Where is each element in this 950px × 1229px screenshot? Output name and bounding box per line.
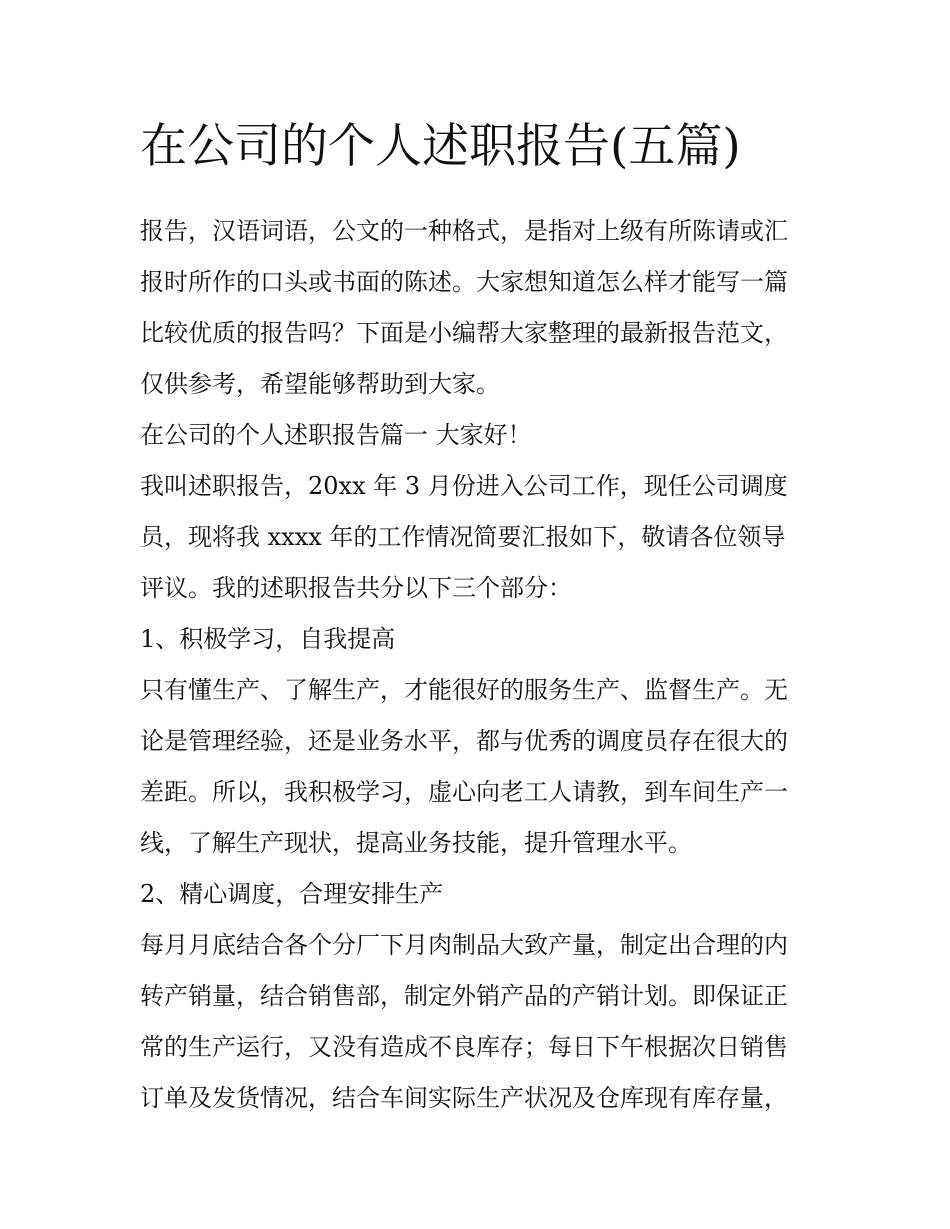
text-line-1: 报告，汉语词语，公文的一种格式，是指对上级有所陈请或汇 <box>140 217 788 245</box>
text-line-8: 评议。我的述职报告共分以下三个部分： <box>140 574 572 602</box>
text-line-11: 论是管理经验，还是业务水平，都与优秀的调度员存在很大的 <box>140 727 788 755</box>
subheading-2: 2、精心调度，合理安排生产 <box>140 880 444 908</box>
text-line-18: 订单及发货情况，结合车间实际生产状况及仓库现有库存量， <box>140 1084 788 1112</box>
text-line-7: 员，现将我 xxxx 年的工作情况简要汇报如下，敬请各位领导 <box>140 523 786 551</box>
text-line-17: 常的生产运行，又没有造成不良库存；每日下午根据次日销售 <box>140 1033 788 1061</box>
text-line-12: 差距。所以，我积极学习，虚心向老工人请教，到车间生产一 <box>140 778 788 806</box>
text-line-16: 转产销量，结合销售部，制定外销产品的产销计划。即保证正 <box>140 982 788 1010</box>
document-text <box>140 206 812 1124</box>
text-line-4: 仅供参考，希望能够帮助到大家。 <box>140 370 500 398</box>
text-line-3: 比较优质的报告吗？下面是小编帮大家整理的最新报告范文， <box>140 319 788 347</box>
section-heading-greeting: 在公司的个人述职报告篇一 大家好！ <box>140 421 532 449</box>
text-line-13: 线，了解生产现状，提高业务技能，提升管理水平。 <box>140 829 692 857</box>
text-line-2: 报时所作的口头或书面的陈述。大家想知道怎么样才能写一篇 <box>140 268 788 296</box>
text-line-6: 我叫述职报告，20xx 年 3 月份进入公司工作，现任公司调度 <box>140 472 788 500</box>
document-title: 在公司的个人述职报告(五篇) <box>140 119 741 174</box>
text-line-15: 每月月底结合各个分厂下月肉制品大致产量，制定出合理的内 <box>140 931 788 959</box>
subheading-1: 1、积极学习，自我提高 <box>140 625 396 653</box>
text-line-10: 只有懂生产、了解生产，才能很好的服务生产、监督生产。无 <box>140 676 788 704</box>
document-body <box>140 116 812 1124</box>
